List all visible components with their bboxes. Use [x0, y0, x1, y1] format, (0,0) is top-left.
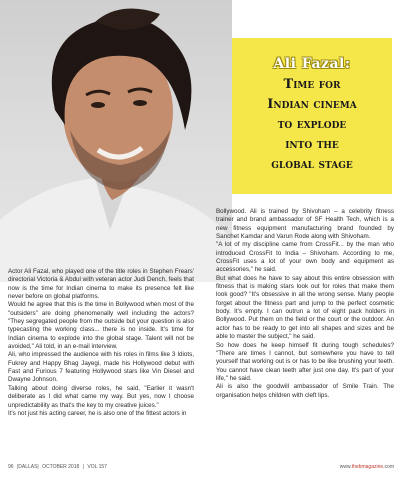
headline-box: [232, 38, 392, 194]
portrait-illustration: [0, 0, 232, 282]
page-footer: [8, 463, 394, 471]
footer-section: |DALLAS|: [16, 464, 39, 470]
article-column-left: [8, 268, 194, 418]
footer-volume: VOL 157: [87, 464, 107, 470]
ali-fazal-photo: [0, 0, 232, 282]
headline-line: to explode: [277, 117, 347, 132]
headline-name: Ali Fazal:: [273, 56, 351, 72]
page-number: 96: [8, 464, 14, 470]
paragraph: Bollywood. Ali is trained by Shivoham – a celebrity fitness trainer and brand ambassador of SF Health Tech, which is a new fitness equipment manufacturing brand founded by Sanchet Kamdar and Varun Rode along with Shivoham.: [216, 208, 394, 241]
headline-line: Indian cinema: [267, 97, 357, 112]
paragraph: So how does he keep himself fit during tough schedules? "There are times I cannot, but somewhere you have to tell yourself that working out is or has to be like brushing your teeth. You cannot have clean teeth after just one day. It's part of your life," he said.: [216, 341, 394, 382]
url-prefix: www.: [339, 464, 352, 470]
footer-info: [8, 463, 107, 471]
footer-url[interactable]: [340, 463, 394, 471]
headline-line: global stage: [271, 157, 353, 172]
paragraph: Actor Ali Fazal, who played one of the title roles in Stephen Frears' directorial Victoria & Abdul with veteran actor Judi Dench, feels that now is the time for Indian cinema to make its presence felt like never before on global platforms.: [8, 268, 194, 301]
paragraph: Would he agree that this is the time in Bollywood when most of the "outsiders" are doing phenomenally well including the actors? "They segregated people from the outside but your question is also typecasting the working class... there is no inside. It's time for Indian cinema to explode into the global stage. Talent will not be avoided," Ali told, in an e-mail interview.: [8, 301, 194, 351]
paragraph: Ali, who impressed the audience with his roles in films like 3 Idiots, Fukrey and Happy Bhag Jayegi, made his Hollywood debut with Fast and Furious 7 featuring Hollywood stars like Vin Diesel and Dwayne Johnson.: [8, 351, 194, 384]
url-suffix: .com: [383, 464, 394, 470]
article-column-right: [216, 208, 394, 400]
paragraph: Talking about doing diverse roles, he said, "Earlier it wasn't deliberate as I did what came my way. But yes, now I choose unpredictability as that's the key to my creative juices.": [8, 384, 194, 409]
footer-issue: OCTOBER 2018: [42, 464, 80, 470]
headline-line: into the: [285, 137, 339, 152]
paragraph: It's not just his acting career, he is also one of the fittest actors in: [8, 409, 187, 417]
headline-line: Time for: [283, 77, 341, 92]
footer-separator: |: [82, 464, 84, 470]
paragraph: Ali is also the goodwill ambassador of Smile Train. The organisation helps children with cleft lips.: [216, 383, 394, 399]
paragraph: "A lot of my discipline came from CrossFit... by the man who introduced CrossFit to India – Shivoham. According to me, CrossFit uses a lot of your own body and equipment as accessories," he said.: [216, 241, 394, 274]
paragraph: But what does he have to say about this entire obsession with fitness that is making stars look out for roles that make them look good? "It's obsessive in all the wrong sense. Many people forget about the fitness part and jump to the perfect cosmetic body. It's empty. I can outrun a lot of eight pack holders in Bollywood. Put them on the field or the court or the outdoor. An actor has to be ready to get into all shapes and sizes and be able to master the subject," he said.: [216, 274, 394, 341]
url-brand: thebmagazine: [351, 464, 384, 470]
